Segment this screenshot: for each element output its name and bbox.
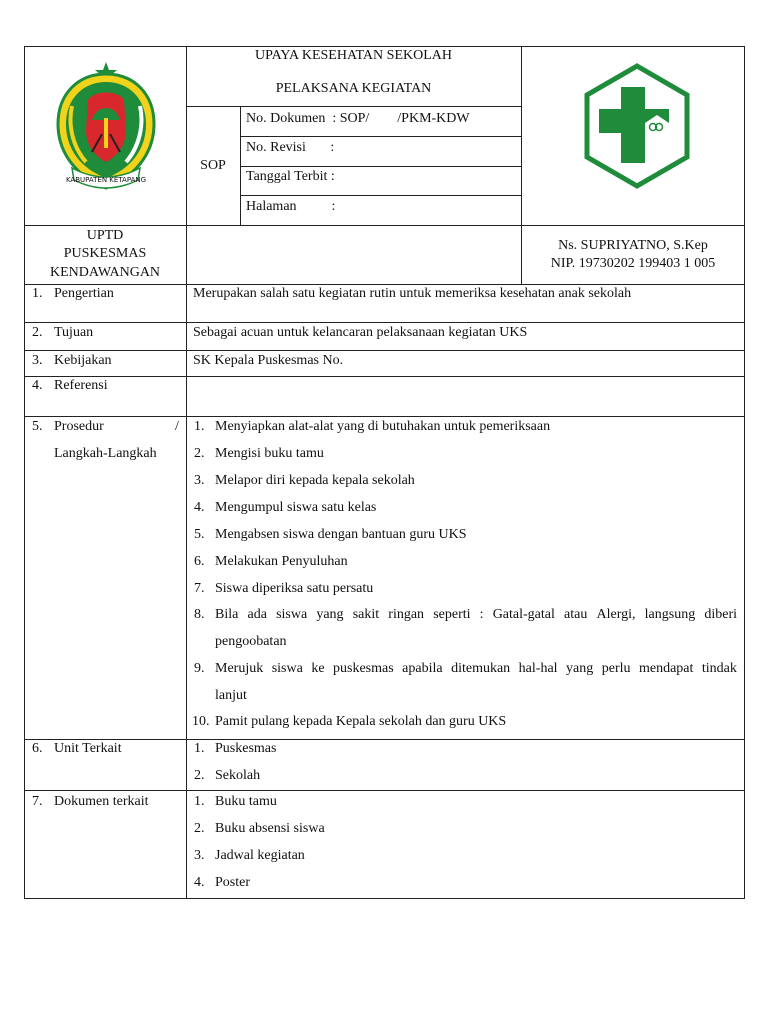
section-number: 6. bbox=[32, 741, 43, 756]
section-text-tujuan: Sebagai acuan untuk kelancaran pelaksanaan kegiatan UKS bbox=[193, 325, 528, 340]
header-line bbox=[240, 166, 521, 167]
section-number: 2. bbox=[32, 325, 43, 340]
header-line bbox=[240, 195, 521, 196]
step-text-justified bbox=[215, 661, 737, 677]
list-item-number: 4. bbox=[194, 875, 205, 890]
kabupaten-ketapang-logo bbox=[54, 60, 158, 194]
table-border-top bbox=[24, 46, 745, 47]
word: siswa bbox=[271, 661, 303, 676]
word: seperti bbox=[433, 607, 471, 622]
step-text: Melakukan Penyuluhan bbox=[215, 554, 348, 569]
step-text-continued: pengoobatan bbox=[215, 634, 287, 649]
section-label-dokumen-terkait: Dokumen terkait bbox=[54, 794, 149, 809]
revision-number: No. Revisi : bbox=[246, 140, 335, 155]
step-text: Mengisi buku tamu bbox=[215, 446, 324, 461]
header-line bbox=[240, 136, 521, 137]
sop-label: SOP bbox=[200, 158, 226, 173]
step-text: Melapor diri kepada kepala sekolah bbox=[215, 473, 415, 488]
section-text-pengertian: Merupakan salah satu kegiatan rutin untuk memeriksa kesehatan anak sekolah bbox=[193, 286, 632, 301]
step-text: Menyiapkan alat-alat yang di butuhakan untuk pemeriksaan bbox=[215, 419, 551, 434]
row-line bbox=[24, 284, 745, 285]
section-number: 1. bbox=[32, 286, 43, 301]
word: ringan bbox=[388, 607, 425, 622]
header-line bbox=[186, 106, 521, 107]
list-item: Jadwal kegiatan bbox=[215, 848, 305, 863]
step-number: 4. bbox=[194, 500, 205, 515]
row-line bbox=[24, 790, 745, 791]
step-text-justified bbox=[215, 607, 737, 623]
row-line bbox=[24, 376, 745, 377]
section-label-referensi: Referensi bbox=[54, 378, 108, 393]
word: atau bbox=[564, 607, 588, 622]
word: ada bbox=[247, 607, 267, 622]
word: Gatal-gatal bbox=[492, 607, 555, 622]
step-number: 8. bbox=[194, 607, 205, 622]
header-line bbox=[24, 225, 745, 226]
signer-nip: NIP. 19730202 199403 1 005 bbox=[550, 256, 716, 271]
section-label-unit-terkait: Unit Terkait bbox=[54, 741, 122, 756]
org-name-line3: KENDAWANGAN bbox=[49, 265, 161, 280]
row-line bbox=[24, 416, 745, 417]
page-number: Halaman : bbox=[246, 199, 336, 214]
word: yang bbox=[566, 661, 594, 676]
step-number: 6. bbox=[194, 554, 205, 569]
section-label-langkah: Langkah-Langkah bbox=[54, 446, 157, 461]
section-text-kebijakan: SK Kepala Puskesmas No. bbox=[193, 353, 344, 368]
word: langsung bbox=[644, 607, 696, 622]
row-line bbox=[24, 350, 745, 351]
word: perlu bbox=[601, 661, 631, 676]
list-item-number: 2. bbox=[194, 821, 205, 836]
section-label-pengertian: Pengertian bbox=[54, 286, 114, 301]
list-item: Buku absensi siswa bbox=[215, 821, 325, 836]
table-border-left bbox=[24, 46, 25, 899]
signer-name: Ns. SUPRIYATNO, S.Kep bbox=[558, 238, 708, 253]
list-item-number: 2. bbox=[194, 768, 205, 783]
org-name-line1: UPTD bbox=[86, 228, 124, 243]
word: : bbox=[479, 607, 484, 622]
doc-title-line1: UPAYA KESEHATAN SEKOLAH bbox=[255, 48, 452, 63]
word: hal-hal bbox=[518, 661, 558, 676]
word: sakit bbox=[352, 607, 380, 622]
row-line bbox=[24, 322, 745, 323]
list-item: Buku tamu bbox=[215, 794, 277, 809]
step-number: 3. bbox=[194, 473, 205, 488]
step-text-continued: lanjut bbox=[215, 688, 247, 703]
section-label-tujuan: Tujuan bbox=[54, 325, 94, 340]
word: diberi bbox=[704, 607, 737, 622]
row-line bbox=[24, 739, 745, 740]
step-number: 2. bbox=[194, 446, 205, 461]
section-number: 3. bbox=[32, 353, 43, 368]
org-name-line2: PUSKESMAS bbox=[63, 246, 147, 261]
step-number: 7. bbox=[194, 581, 205, 596]
word: puskesmas bbox=[333, 661, 394, 676]
word: Alergi, bbox=[596, 607, 636, 622]
step-number: 5. bbox=[194, 527, 205, 542]
table-border-bottom bbox=[24, 898, 745, 899]
list-item-number: 3. bbox=[194, 848, 205, 863]
table-border-right bbox=[744, 46, 745, 899]
section-number: 5. bbox=[32, 419, 43, 434]
word: mendapat bbox=[638, 661, 694, 676]
word: yang bbox=[316, 607, 344, 622]
issue-date: Tanggal Terbit : bbox=[246, 169, 335, 184]
list-item: Puskesmas bbox=[215, 741, 277, 756]
list-item: Poster bbox=[215, 875, 250, 890]
step-number: 9. bbox=[194, 661, 205, 676]
document-number: No. Dokumen : SOP/ /PKM-KDW bbox=[246, 111, 470, 126]
step-text: Mengabsen siswa dengan bantuan guru UKS bbox=[215, 527, 467, 542]
list-item-number: 1. bbox=[194, 741, 205, 756]
step-text: Pamit pulang kepada Kepala sekolah dan guru UKS bbox=[215, 714, 507, 729]
section-label-prosedur: Prosedur bbox=[54, 419, 104, 434]
section-number: 7. bbox=[32, 794, 43, 809]
doc-title-line2: PELAKSANA KEGIATAN bbox=[275, 81, 432, 96]
step-text: Siswa diperiksa satu persatu bbox=[215, 581, 374, 596]
word: tindak bbox=[701, 661, 737, 676]
logo-ribbon-text: KABUPATEN KETAPANG bbox=[65, 176, 147, 184]
section-number: 4. bbox=[32, 378, 43, 393]
word: apabila bbox=[402, 661, 443, 676]
list-item-number: 1. bbox=[194, 794, 205, 809]
word: Merujuk bbox=[215, 661, 264, 676]
word: ke bbox=[311, 661, 325, 676]
word: Bila bbox=[215, 607, 239, 622]
list-item: Sekolah bbox=[215, 768, 261, 783]
section-label-kebijakan: Kebijakan bbox=[54, 353, 112, 368]
section-label-slash: / bbox=[175, 419, 179, 434]
step-number: 10. bbox=[192, 714, 210, 729]
step-number: 1. bbox=[194, 419, 205, 434]
word: siswa bbox=[276, 607, 308, 622]
puskesmas-logo bbox=[583, 63, 691, 189]
step-text: Mengumpul siswa satu kelas bbox=[215, 500, 377, 515]
word: ditemukan bbox=[451, 661, 511, 676]
